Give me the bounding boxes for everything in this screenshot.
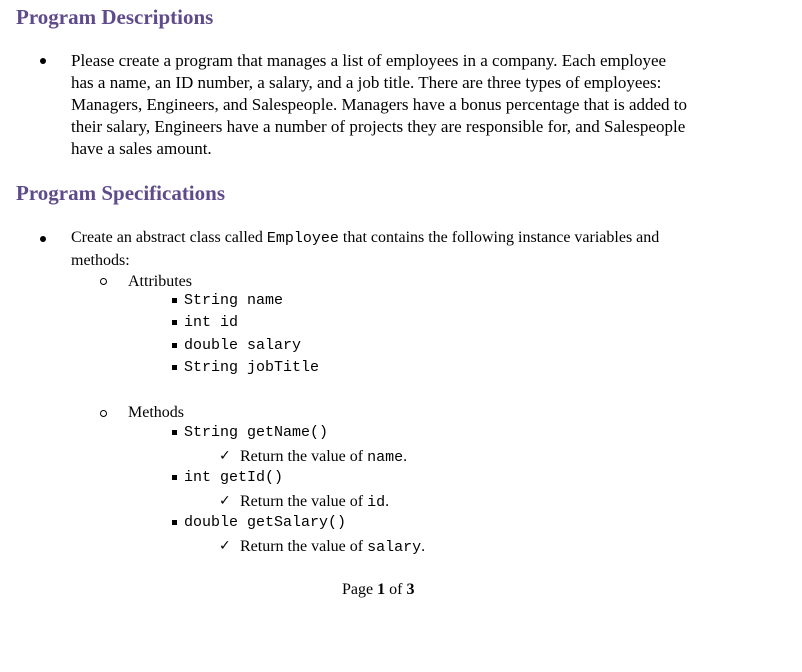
spec-intro: [71, 227, 659, 272]
page-mid: of: [385, 581, 407, 598]
method-note: [240, 446, 407, 469]
bullet-square: [172, 430, 177, 435]
method-signature: int getId(): [184, 469, 284, 486]
bullet-dot: [40, 58, 46, 64]
method-signature: String getName(): [184, 424, 329, 441]
attribute-item: int id: [184, 314, 239, 331]
spec-intro-line1: [71, 227, 659, 250]
method-signature: double getSalary(): [184, 514, 347, 531]
section-heading-specifications: Program Specifications: [16, 181, 225, 205]
attribute-item: String name: [184, 292, 284, 309]
class-name-code: Employee: [266, 230, 339, 247]
methods-label: Methods: [128, 404, 184, 421]
method-note-suffix: .: [385, 493, 390, 510]
description-line: Managers, Engineers, and Salespeople. Managers have a bonus percentage that is added to: [71, 95, 688, 114]
checkmark-icon: ✓: [219, 538, 231, 554]
bullet-square: [172, 475, 177, 480]
description-line: has a name, an ID number, a salary, and a job title. There are three types of employees:: [71, 73, 662, 92]
checkmark-icon: ✓: [219, 448, 231, 464]
method-note: [240, 491, 389, 514]
bullet-square: [172, 365, 177, 370]
method-note-code: name: [367, 449, 404, 466]
description-line: Please create a program that manages a list of employees in a company. Each employee: [71, 51, 667, 70]
spec-intro-line2: methods:: [71, 252, 130, 269]
bullet-circle: [100, 278, 107, 285]
bullet-square: [172, 320, 177, 325]
attributes-label: Attributes: [128, 273, 192, 290]
page-number: [342, 579, 414, 601]
method-note-suffix: .: [403, 448, 408, 465]
attribute-item: String jobTitle: [184, 359, 320, 376]
checkmark-icon: ✓: [219, 493, 231, 509]
section-heading-descriptions: Program Descriptions: [16, 5, 214, 29]
page-prefix: Page: [342, 581, 378, 598]
method-note-text: Return the value of: [240, 493, 368, 510]
bullet-square: [172, 520, 177, 525]
page-total: 3: [406, 581, 415, 598]
method-note-suffix: .: [421, 538, 426, 555]
spec-intro-after: that contains the following instance variables and: [338, 229, 660, 246]
attribute-item: double salary: [184, 337, 302, 354]
method-note-text: Return the value of: [240, 448, 368, 465]
description-line: have a sales amount.: [71, 139, 212, 158]
page-current: 1: [377, 581, 386, 598]
bullet-dot: [40, 236, 46, 242]
method-note-code: salary: [367, 539, 422, 556]
description-paragraph: [71, 50, 687, 160]
bullet-circle: [100, 410, 107, 417]
method-note: [240, 536, 425, 559]
method-note-text: Return the value of: [240, 538, 368, 555]
method-note-code: id: [367, 494, 386, 511]
description-line: their salary, Engineers have a number of projects they are responsible for, and Salespeople: [71, 117, 686, 136]
bullet-square: [172, 298, 177, 303]
spec-intro-before: Create an abstract class called: [71, 229, 267, 246]
bullet-square: [172, 343, 177, 348]
